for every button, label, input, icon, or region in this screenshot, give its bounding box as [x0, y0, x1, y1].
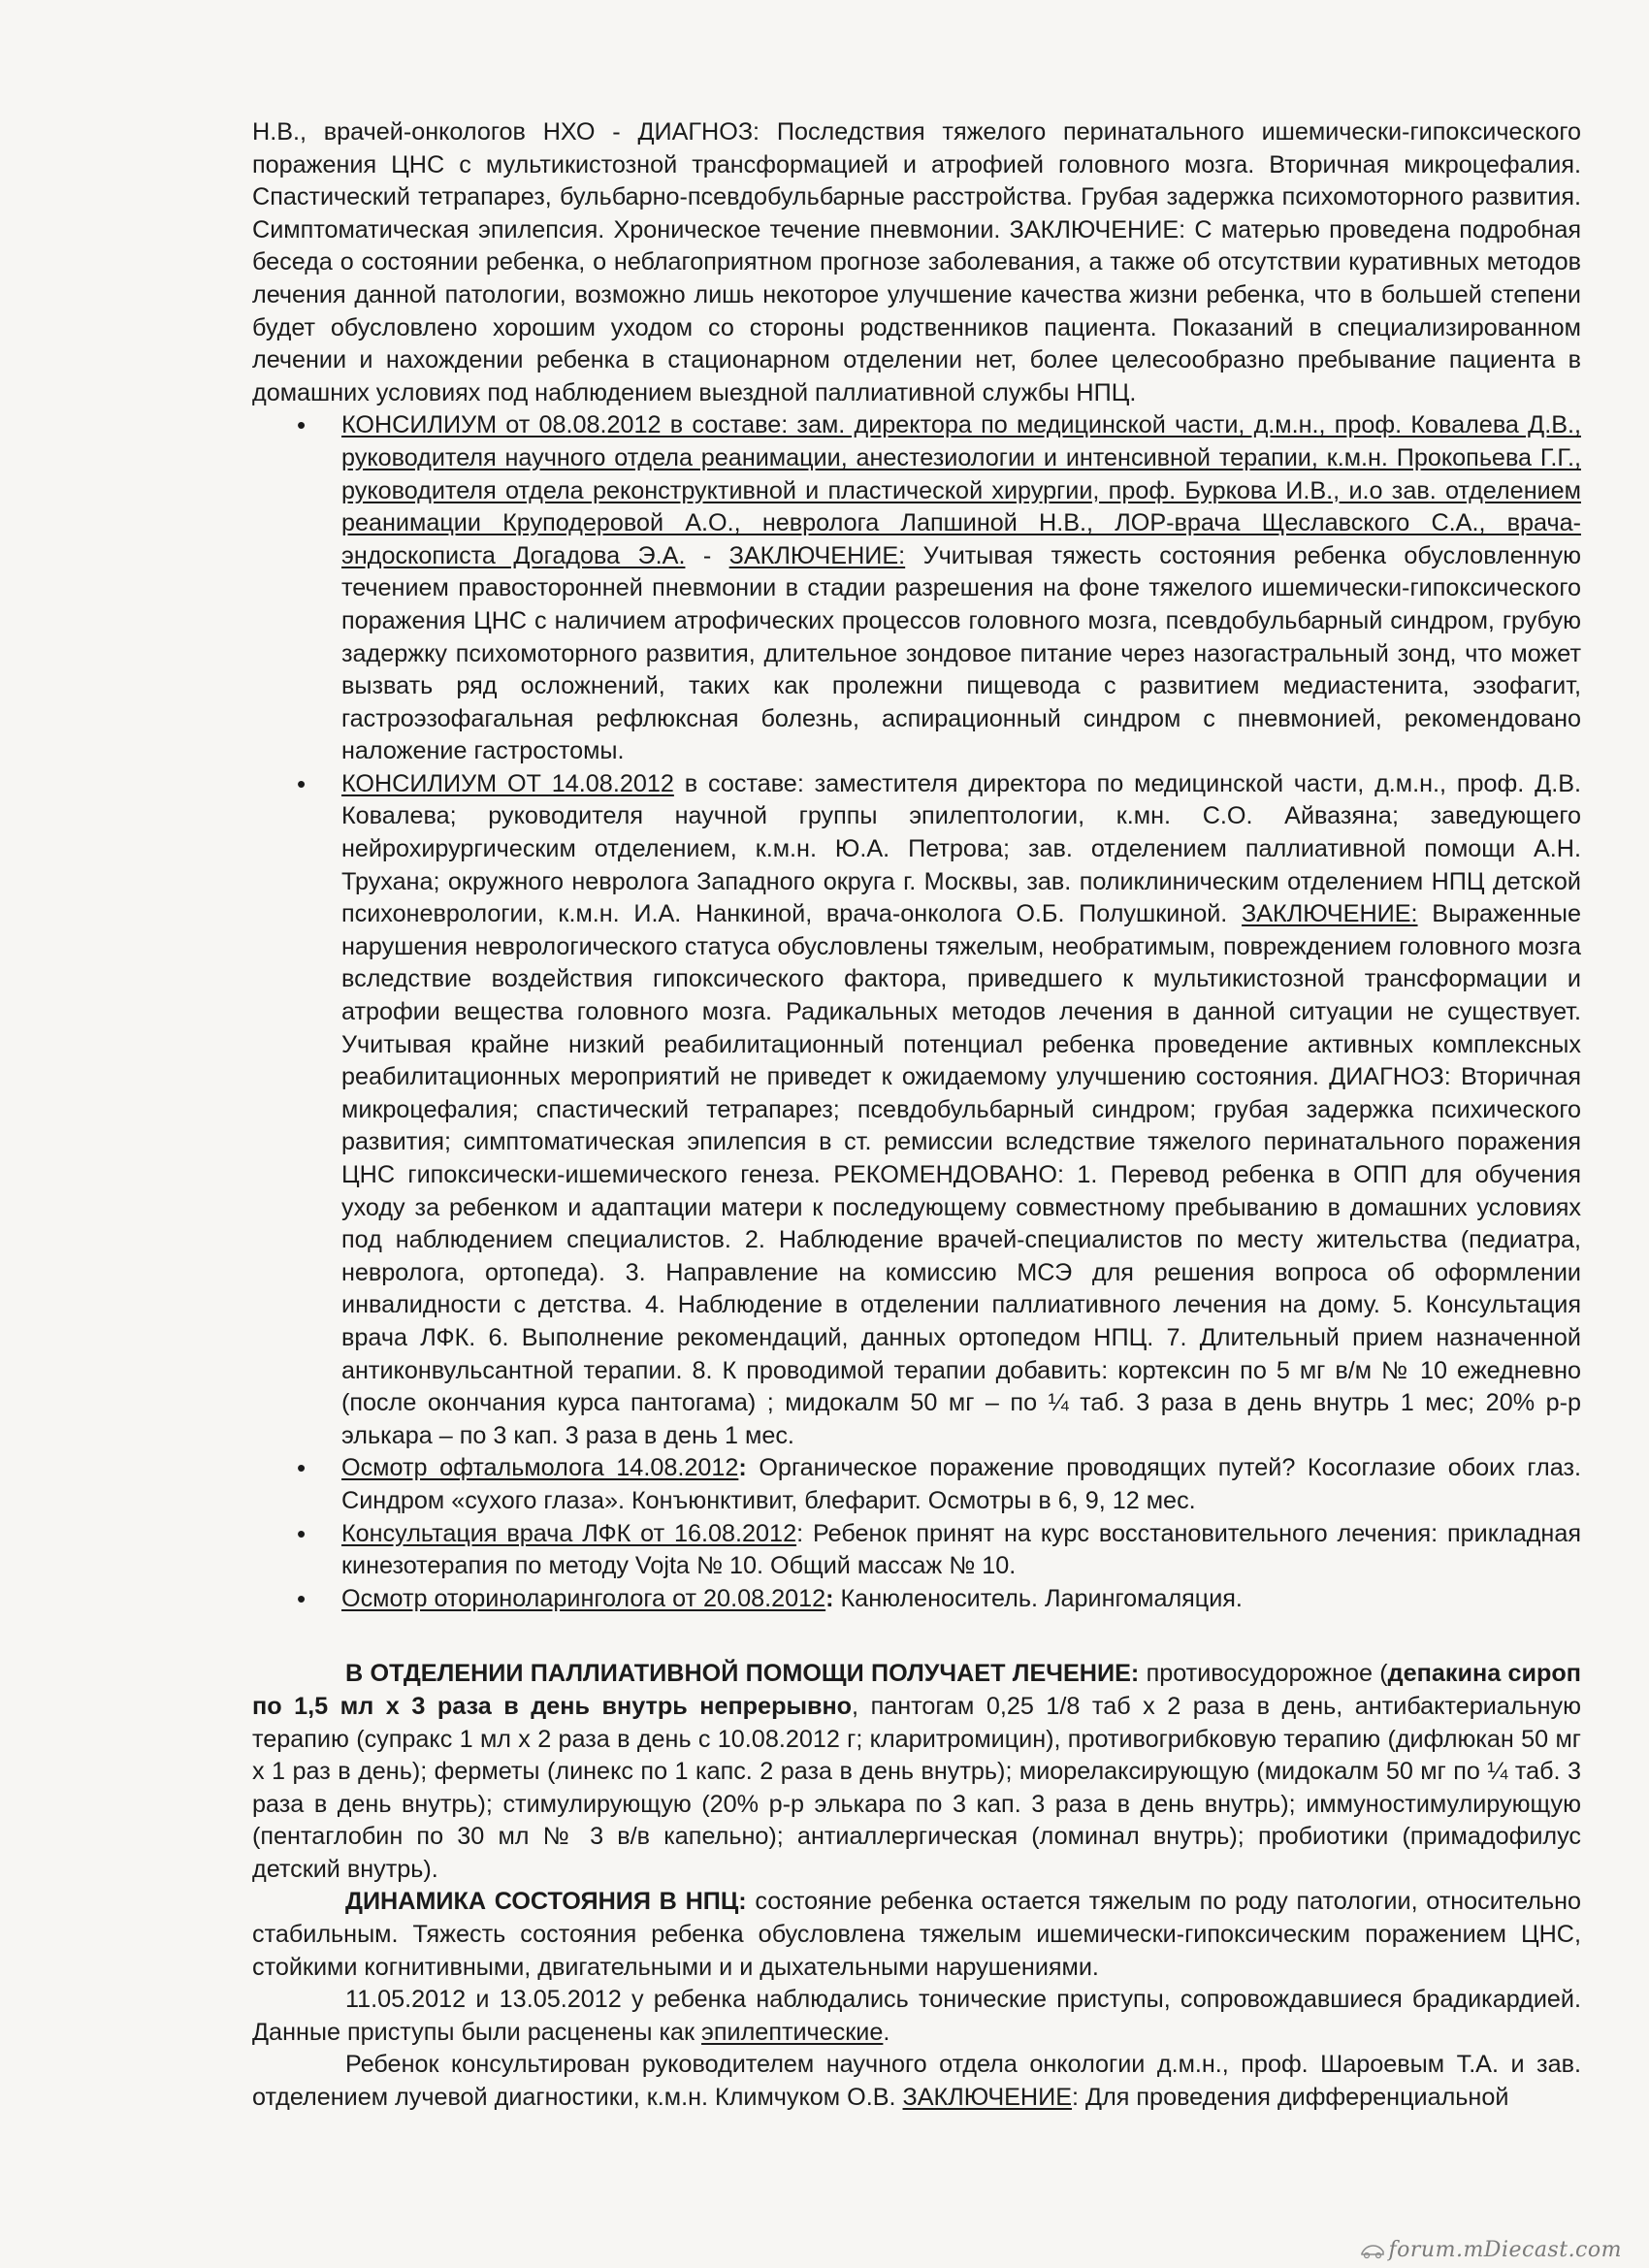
document-page — [252, 116, 1581, 2115]
text: , пантогам 0,25 1/8 таб х 2 раза в день, антибактериальную терапию (супракс 1 мл х 2 раза в день с 10.08.2012 г; кларитромицин), противогрибковую терапию (дифлюкан 50 мг х 1 раз в день); ферметы (линекс по 1 капс. 2 раза в день внутрь); миорелаксирующую (мидокалм 50 мг по ¼ таб. 3 раза в день внутрь); стимулирующую (20% р-р элькара по 3 кап. 3 раза в день внутрь); иммуностимулирующую (пентаглобин по 30 мл № 3 в/в капельно); антиаллергическая (ломинал внутрь); пробиотики (примадофилус детский внутрь). — [252, 1692, 1581, 1883]
text: Ребенок консультирован руководителем научного отдела онкологии д.м.н., проф. Шароевым Т.А. и зав. отделением лучевой диагностики, к.м.н. Климчуком О.В. — [252, 2051, 1581, 2112]
text: Канюленоситель. Ларингомаляция. — [833, 1584, 1243, 1612]
text: : Для проведения дифференциальной — [1072, 2084, 1509, 2112]
underlined-label: ЗАКЛЮЧЕНИЕ: — [728, 541, 906, 569]
watermark-logo-icon — [1360, 2240, 1385, 2259]
bold-text: депакина сироп по 1,5 мл х 3 раза в день внутрь непрерывно — [252, 1660, 1581, 1720]
text: Н.В., врачей-онкологов НХО - ДИАГНОЗ: Последствия тяжелого перинатального ишемически-гипоксического поражения ЦНС с мультикистозной трансформацией и атрофией головного мозга. Вторичная микроцефалия. Спастический тетрапарез, бульбарно-псевдобульбарные расстройства. Грубая задержка психомоторного развития. Симптоматическая эпилепсия. Хроническое течение пневмонии. ЗАКЛЮЧЕНИЕ: С матерью проведена подробная беседа о состоянии ребенка, о неблагоприятном прогнозе заболевания, а также об отсутствии куративных методов лечения данной патологии, возможно лишь некоторое улучшение качества жизни ребенка, что в большей степени будет обусловлено хорошим уходом со стороны родственников пациента. Показаний в специализированном лечении и нахождении ребенка в стационарном отделении нет, более целесообразно пребывание пациента в домашних условиях под наблюдением выездной паллиативной службы НПЦ. — [252, 118, 1581, 406]
text: Выраженные нарушения неврологического статуса обусловлены тяжелым, необратимым, повреждением головного мозга вследствие воздействия гипоксического фактора, приведшего к мультикистозной трансформации и атрофии вещества головного мозга. Радикальных методов лечения в данной ситуации не существует. Учитывая крайне низкий реабилитационный потенциал ребенка проведение активных комплексных реабилитационных мероприятий не приведет к ожидаемому улучшению состояния. ДИАГНОЗ: Вторичная микроцефалия; спастический тетрапарез; псевдобульбарный синдром; грубая задержка психического развития; симптоматическая эпилепсия в ст. ремиссии вследствие тяжелого перинатального поражения ЦНС гипоксически-ишемического генеза. РЕКОМЕНДОВАНО: 1. Перевод ребенка в ОПП для обучения уходу за ребенком и адаптации матери к последующему совместному пребыванию в домашних условиях под наблюдением специалистов. 2. Наблюдение врачей-специалистов по месту жительства (педиатра, невролога, ортопеда). 3. Направление на комиссию МСЭ для решения вопроса об оформлении инвалидности с детства. 4. Наблюдение в отделении паллиативного лечения на дому. 5. Консультация врача ЛФК. 6. Выполнение рекомендаций, данных ортопедом НПЦ. 7. Длительный прием назначенной антиконвульсантной терапии. 8. К проводимой терапии добавить: кортексин по 5 мг в/м № 10 ежедневно (после окончания курса пантогама) ; мидокалм 50 мг – по ¼ таб. 3 раза в день внутрь 1 мес; 20% р-р элькара – по 3 кап. 3 раза в день 1 мес. — [341, 900, 1581, 1449]
paragraph-seizures — [252, 1984, 1581, 2049]
paragraph-diagnosis-conclusion — [252, 116, 1581, 409]
text: противосудорожное ( — [1139, 1660, 1388, 1688]
text: - — [685, 541, 729, 569]
underlined-heading: Осмотр офтальмолога 14.08.2012 — [341, 1454, 739, 1482]
underlined-heading: Осмотр оториноларинголога от 20.08.2012 — [341, 1584, 826, 1612]
bullet-ophthalmologist — [252, 1452, 1581, 1517]
text: : — [738, 1454, 747, 1482]
paragraph-oncology-consult — [252, 2049, 1581, 2114]
watermark-text: forum.mDiecast.com — [1388, 2238, 1622, 2262]
bullet-consilium-1408 — [252, 768, 1581, 1452]
text: Органическое поражение проводящих путей? Косоглазие обоих глаз. Синдром «сухого глаза». Конъюнктивит, блефарит. Осмотры в 6, 9, 12 мес. — [341, 1454, 1582, 1514]
text: : — [825, 1584, 834, 1612]
text: Учитывая тяжесть состояния ребенка обусловленную течением правосторонней пневмонии в стадии разрешения на фоне тяжелого ишемически-гипоксического поражения ЦНС с наличием атрофических процессов головного мозга, псевдобульбарный синдром, грубую задержку психомоторного развития, длительное зондовое питание через назогастральный зонд, что может вызвать ряд осложнений, таких как пролежни пищевода с развитием медиастенита, эзофагит, гастроэзофагальная рефлюксная болезнь, аспирационный синдром с пневмонией, рекомендовано наложение гастростомы. — [341, 541, 1582, 765]
paragraph-treatment — [252, 1658, 1581, 1886]
text: . — [883, 2018, 890, 2046]
bullet-ent — [252, 1583, 1581, 1616]
underlined-heading: КОНСИЛИУМ ОТ 14.08.2012 — [341, 769, 674, 797]
underlined-text: эпилептические — [701, 2018, 884, 2046]
text: : Ребенок принят на курс восстановительного лечения: прикладная кинезотерапия по методу Vojta № 10. Общий массаж № 10. — [341, 1519, 1581, 1580]
underlined-label: ЗАКЛЮЧЕНИЕ — [902, 2084, 1073, 2112]
bullet-consilium-0808 — [252, 409, 1581, 768]
text: 11.05.2012 и 13.05.2012 у ребенка наблюдались тонические приступы, сопровождавшиеся брадикардией. Данные приступы были расценены как — [252, 1986, 1581, 2046]
text: состояние ребенка остается тяжелым по роду патологии, относительно стабильным. Тяжесть состояния ребенка обусловлена тяжелым ишемически-гипоксическим поражением ЦНС, стойкими когнитивными, двигательными и и дыхательными нарушениями. — [252, 1888, 1581, 1981]
bullet-lfk — [252, 1518, 1581, 1583]
bold-heading: ДИНАМИКА СОСТОЯНИЯ В НПЦ: — [345, 1888, 747, 1916]
paragraph-dynamics — [252, 1886, 1581, 1984]
underlined-label: ЗАКЛЮЧЕНИЕ: — [1242, 900, 1418, 928]
underlined-heading: Консультация врача ЛФК от 16.08.2012 — [341, 1519, 797, 1547]
text: в составе: заместителя директора по медицинской части, д.м.н., проф. Д.В. Ковалева; руководителя научной группы эпилептологии, к.мн. С.О. Айвазяна; заведующего нейрохирургическим отделением, к.м.н. Ю.А. Петрова; зав. отделением паллиативной помощи А.Н. Трухана; окружного невролога Западного округа г. Москвы, зав. поликлиническим отделением НПЦ детской психоневрологии, к.м.н. И.А. Нанкиной, врача-онколога О.Б. Полушкиной. — [341, 769, 1581, 928]
spacer — [252, 1615, 1581, 1658]
underlined-heading: КОНСИЛИУМ от 08.08.2012 в составе: зам. директора по медицинской части, д.м.н., проф. Ковалева Д.В., руководителя научного отдела реанимации, анестезиологии и интенсивной терапии, к.м.н. Прокопьева Г.Г., руководителя отдела реконструктивной и пластической хирургии, проф. Буркова И.В., и.о зав. отделением реанимации Круподеровой А.О., невролога Лапшиной Н.В., ЛОР-врача Щеславского С.А., врача-эндоскописта Догадова Э.А. — [341, 411, 1581, 569]
watermark — [1360, 2238, 1622, 2262]
bold-heading: В ОТДЕЛЕНИИ ПАЛЛИАТИВНОЙ ПОМОЩИ ПОЛУЧАЕТ ЛЕЧЕНИЕ: — [345, 1660, 1140, 1688]
